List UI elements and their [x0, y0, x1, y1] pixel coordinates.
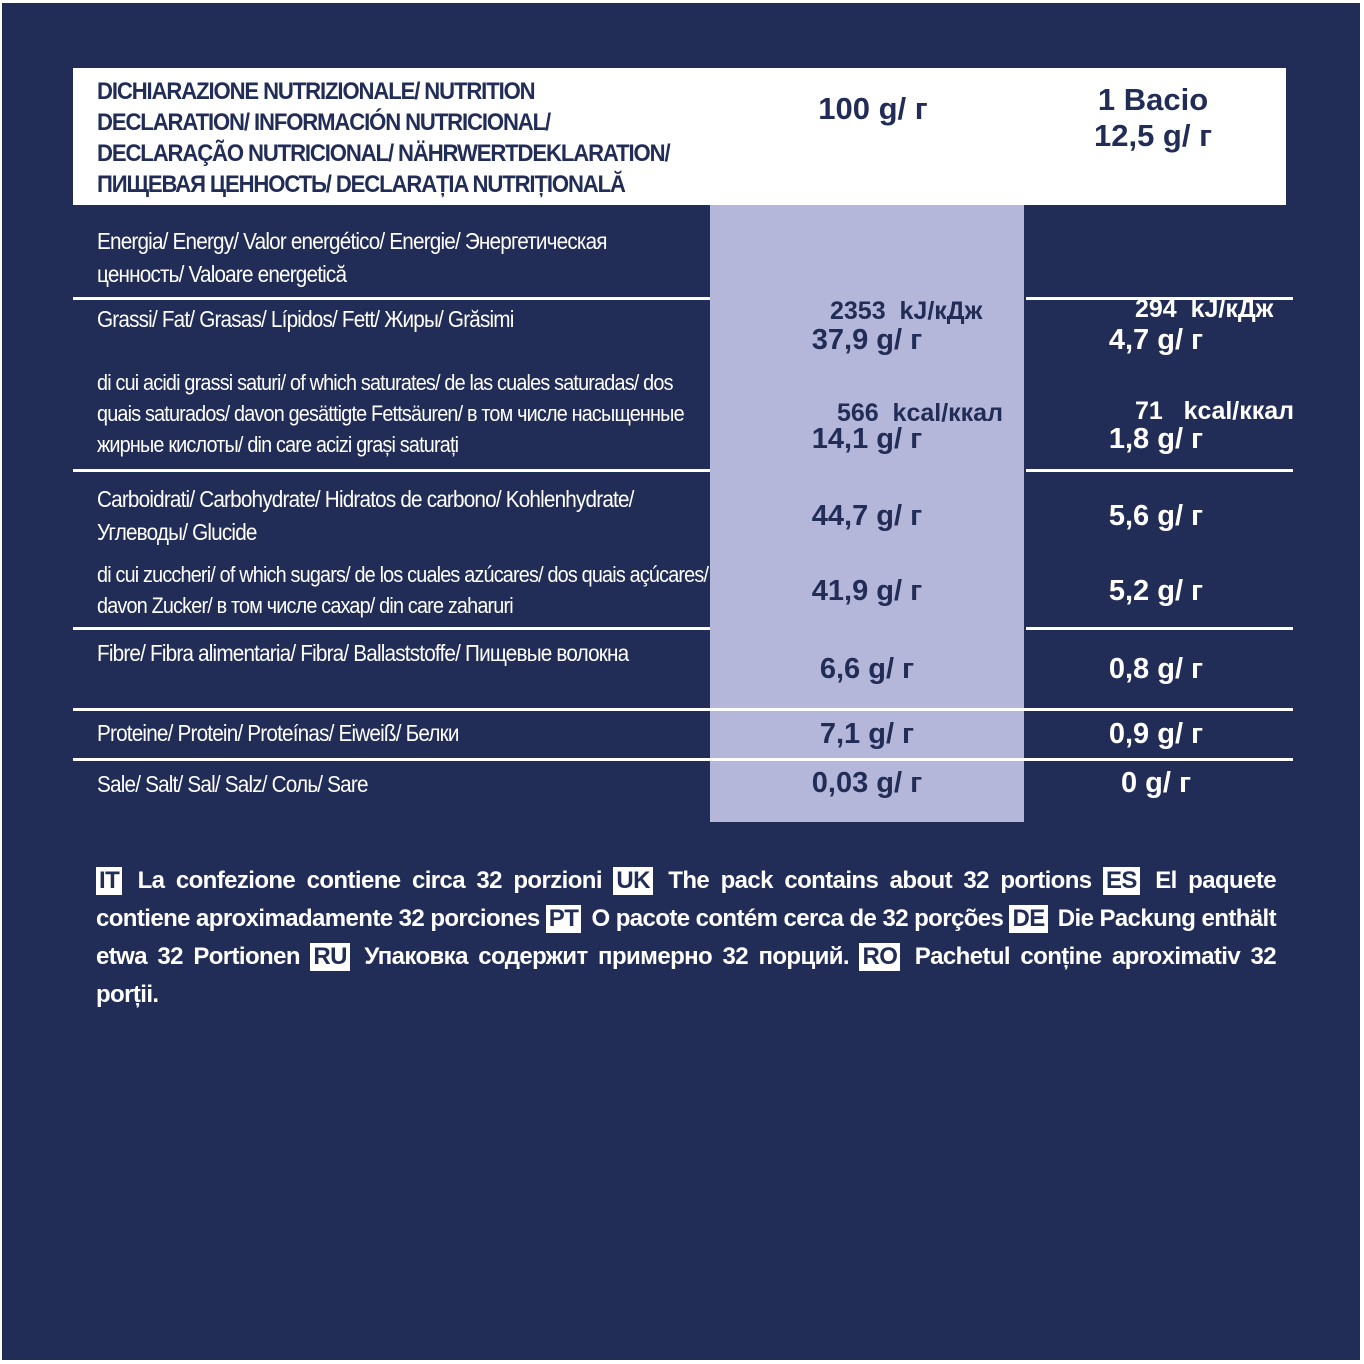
lang-tag-ru: RU: [310, 943, 349, 971]
fibre-100g: 6,6 g/ г: [819, 653, 915, 685]
row-divider: [73, 758, 1293, 761]
lang-tag-uk: UK: [613, 867, 652, 895]
portions-text-pt: O pacote contém cerca de 32 porções: [591, 905, 1004, 932]
saturates-portion: 1,8 g/ г: [1108, 423, 1204, 455]
salt-portion: 0 g/ г: [1120, 767, 1192, 799]
sugars-label-line: davon Zucker/ в том числе сахар/ din care zaharuri: [97, 593, 513, 618]
protein-portion: 0,9 g/ г: [1108, 718, 1204, 750]
portions-text-it: La confezione contiene circa 32 porzioni: [137, 867, 602, 894]
portions-text-uk: The pack contains about 32 portions: [668, 867, 1092, 894]
row-divider: [73, 297, 710, 300]
portions-statement: [96, 862, 1276, 1014]
energy-portion-kcal: 71 kcal/ккал: [1135, 397, 1295, 425]
saturates-label: [97, 367, 684, 460]
salt-label: Sale/ Salt/ Sal/ Salz/ Соль/ Sare: [97, 771, 368, 797]
sugars-100g: 41,9 g/ г: [811, 575, 923, 607]
header-col-100g: 100 g/ г: [818, 91, 928, 126]
carbs-label-line: Carboidrati/ Carbohydrate/ Hidratos de carbono/ Kohlenhydrate/: [97, 486, 634, 512]
carbs-portion: 5,6 g/ г: [1108, 500, 1204, 532]
fat-100g: 37,9 g/ г: [811, 324, 923, 356]
header-portion-weight: 12,5 g/ г: [1093, 118, 1213, 153]
sugars-portion: 5,2 g/ г: [1108, 575, 1204, 607]
portions-text-de: Die Packung enthält etwa 32 Portionen: [96, 905, 1276, 970]
lang-tag-it: IT: [96, 867, 122, 895]
row-divider: [73, 627, 710, 630]
carbs-label-line: Углеводы/ Glucide: [97, 519, 257, 545]
row-divider: [73, 708, 1293, 711]
energy-label: [97, 225, 607, 291]
energy-label-line: ценность/ Valoare energetică: [97, 261, 347, 287]
header-portion-name: 1 Bacio: [1097, 82, 1209, 117]
energy-100g-kj: 2353 kJ/кДж: [830, 297, 983, 325]
portions-text-ru: Упаковка содержит примерно 32 порций.: [364, 943, 850, 970]
portions-text-ro: Pachetul conține aproximativ 32 porții.: [96, 943, 1277, 1008]
saturates-100g: 14,1 g/ г: [811, 423, 923, 455]
fibre-portion: 0,8 g/ г: [1108, 653, 1204, 685]
fibre-label: Fibre/ Fibra alimentaria/ Fibra/ Ballaststoffe/ Пищевые волокна: [97, 640, 629, 666]
fat-portion: 4,7 g/ г: [1108, 324, 1204, 356]
carbs-label: [97, 483, 634, 549]
header-label: DICHIARAZIONE NUTRIZIONALE/ NUTRITION DECLARATION/ INFORMACIÓN NUTRICIONAL/ DECLARAÇÃO NUTRICIONAL/ NÄHRWERTDEKLARATION/ ПИЩЕВАЯ ЦЕННОСТЬ/ DECLARAȚIA NUTRIȚIONALĂ: [97, 78, 670, 198]
lang-tag-de: DE: [1009, 905, 1047, 933]
sugars-label-line: di cui zuccheri/ of which sugars/ de los cuales azúcares/ dos quais açúcares/: [97, 562, 709, 587]
row-divider: [73, 469, 710, 472]
lang-tag-es: ES: [1103, 867, 1140, 895]
energy-label-line: Energia/ Energy/ Valor energético/ Energie/ Энергетическая: [97, 228, 607, 254]
protein-label: Proteine/ Protein/ Proteínas/ Eiweiß/ Белки: [97, 720, 459, 746]
lang-tag-ro: RO: [859, 943, 900, 971]
row-divider: [1026, 469, 1293, 472]
portions-text-es: El paquete contiene aproximadamente 32 porciones: [96, 867, 1276, 932]
table-header: [73, 68, 1286, 205]
saturates-label-line: di cui acidi grassi saturi/ of which saturates/ de las cuales saturadas/ dos: [97, 370, 673, 395]
energy-100g-kcal: 566 kcal/ккал: [830, 399, 1003, 427]
row-divider: [1026, 627, 1293, 630]
salt-100g: 0,03 g/ г: [811, 767, 923, 799]
energy-portion-kj: 294 kJ/кДж: [1135, 295, 1274, 323]
saturates-label-line: quais saturados/ davon gesättigte Fettsäuren/ в том числе насыщенные: [97, 401, 684, 426]
header-col-portion: [1048, 82, 1258, 154]
protein-100g: 7,1 g/ г: [819, 718, 915, 750]
saturates-label-line: жирные кислоты/ din care acizi grași saturați: [97, 432, 459, 457]
lang-tag-pt: PT: [546, 905, 581, 933]
fat-label: Grassi/ Fat/ Grasas/ Lípidos/ Fett/ Жиры/ Grăsimi: [97, 306, 514, 332]
carbs-100g: 44,7 g/ г: [811, 500, 923, 532]
sugars-label: [97, 559, 708, 621]
